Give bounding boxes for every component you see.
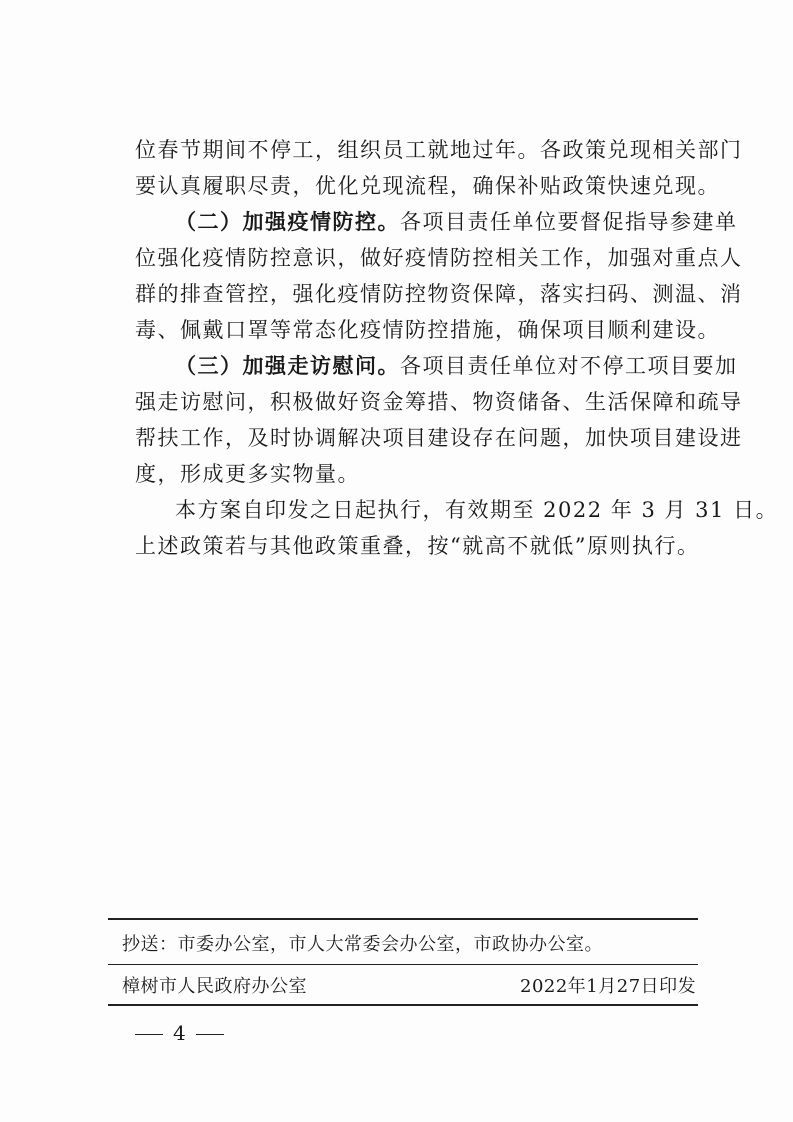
footer-middle-rule [108, 964, 698, 965]
body-text-line: 要认真履职尽责，优化兑现流程，确保补贴政策快速兑现。 [135, 174, 720, 198]
body-text-span: 各项目责任单位对不停工项目要加 [400, 354, 738, 378]
body-text-line: 群的排查管控，强化疫情防控物资保障，落实扫码、测温、消 [135, 282, 743, 306]
body-text-line: 帮扶工作，及时协调解决项目建设存在问题，加快项目建设进 [135, 426, 743, 450]
body-text-line: 本方案自印发之日起执行，有效期至 2022 年 3 月 31 日。 [175, 498, 779, 522]
section-3-heading: （三）加强走访慰问。 [175, 354, 400, 378]
page-number [135, 1020, 224, 1046]
page-number-dash-right [196, 1034, 224, 1035]
body-text-span: 各项目责任单位要督促指导参建单 [400, 210, 738, 234]
footer-top-rule [108, 918, 698, 920]
body-text-line: 毒、佩戴口罩等常态化疫情防控措施，确保项目顺利建设。 [135, 318, 720, 342]
section-2-heading: （二）加强疫情防控。 [175, 210, 400, 234]
page-number-dash-left [135, 1034, 163, 1035]
body-text-line: 位春节期间不停工，组织员工就地过年。各政策兑现相关部门 [135, 138, 743, 162]
issue-date: 2022年1月27日印发 [520, 976, 697, 997]
section-3-first-line [175, 351, 738, 381]
body-text-line: 强走访慰问，积极做好资金筹措、物资储备、生活保障和疏导 [135, 390, 743, 414]
body-text-line: 位强化疫情防控意识，做好疫情防控相关工作，加强对重点人 [135, 246, 743, 270]
body-text-line: 度，形成更多实物量。 [135, 462, 360, 486]
body-text-line: 上述政策若与其他政策重叠，按“就高不就低”原则执行。 [135, 534, 700, 558]
footer-bottom-rule [108, 1004, 698, 1006]
issuer-name: 樟树市人民政府办公室 [122, 976, 307, 997]
cc-line: 抄送：市委办公室，市人大常委会办公室，市政协办公室。 [122, 934, 603, 955]
page-number-value: 4 [173, 1021, 186, 1045]
section-2-first-line [175, 207, 738, 237]
